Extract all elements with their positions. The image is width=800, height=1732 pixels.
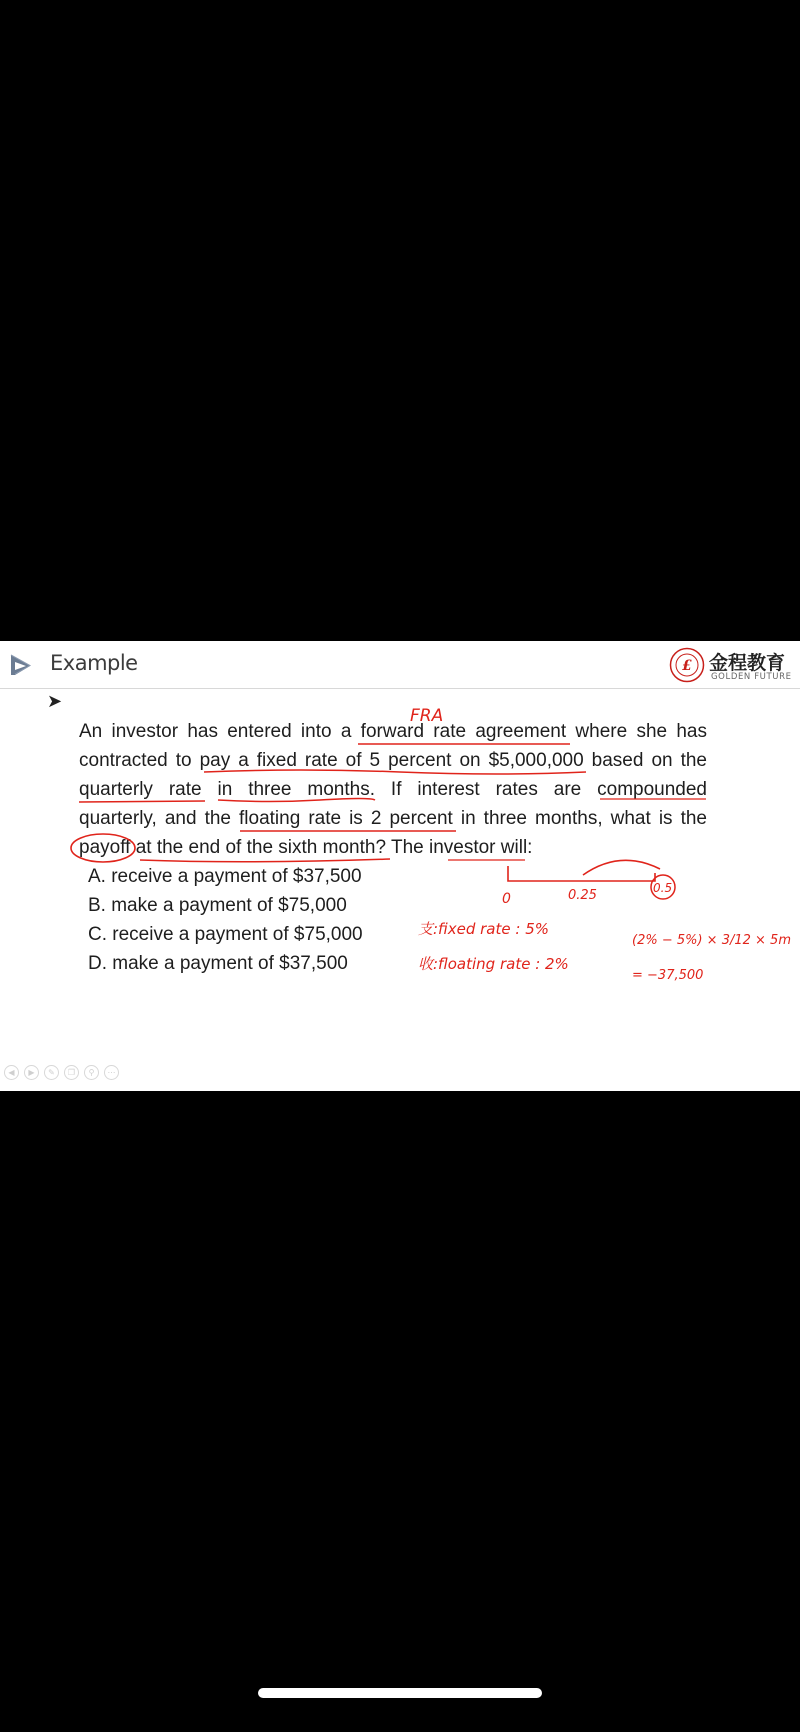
logo-chinese-text: 金程教育: [709, 652, 786, 674]
timeline-arc: [583, 860, 660, 875]
option-b: B. make a payment of $75,000: [88, 895, 347, 916]
annotation-formula: (2% − 5%) × 3/12 × 5m: [632, 933, 791, 948]
annotation-fixed-rate: 支:fixed rate : 5%: [418, 920, 549, 938]
play-icon: [8, 653, 32, 677]
annotation-result: = −37,500: [632, 968, 704, 983]
slide-header: [0, 641, 800, 688]
annotation-floating-rate: 收:floating rate : 2%: [418, 955, 569, 973]
option-d: D. make a payment of $37,500: [88, 953, 348, 974]
question-line-1: An investor has entered into a forward rate agreement where she has: [79, 721, 707, 742]
pen-icon[interactable]: ✎: [44, 1065, 59, 1080]
slide-title: Example: [50, 651, 138, 675]
option-a: A. receive a payment of $37,500: [88, 866, 362, 887]
timeline-q1: 0.25: [568, 888, 597, 903]
question-line-2: contracted to pay a fixed rate of 5 percent on $5,000,000 based on the: [79, 750, 707, 771]
header-divider: [0, 688, 800, 689]
timeline-zero: 0: [502, 891, 511, 907]
timeline-q2: 0.5: [653, 881, 673, 895]
option-c: C. receive a payment of $75,000: [88, 924, 363, 945]
circle-half-year: [651, 875, 675, 899]
question-line-3: quarterly rate in three months. If interest rates are compounded: [79, 779, 707, 800]
question-line-4: quarterly, and the floating rate is 2 percent in three months, what is the: [79, 808, 707, 829]
logo-seal-icon: [669, 647, 705, 683]
more-icon[interactable]: ⋯: [104, 1065, 119, 1080]
timeline-line: [508, 866, 655, 881]
slide: [0, 641, 800, 1091]
next-icon[interactable]: ▶: [24, 1065, 39, 1080]
prev-icon[interactable]: ◀: [4, 1065, 19, 1080]
logo-english-text: GOLDEN FUTURE: [711, 672, 792, 682]
copy-icon[interactable]: ❐: [64, 1065, 79, 1080]
question-line-5: payoff at the end of the sixth month? The investor will:: [79, 837, 533, 858]
bullet-arrow-icon: ➤: [47, 691, 63, 711]
home-indicator[interactable]: [258, 1688, 542, 1698]
company-logo: [669, 647, 797, 683]
svg-text:£: £: [682, 658, 692, 674]
annotation-fra: FRA: [410, 706, 444, 726]
zoom-icon[interactable]: ⚲: [84, 1065, 99, 1080]
presentation-toolbar: [4, 1065, 119, 1081]
